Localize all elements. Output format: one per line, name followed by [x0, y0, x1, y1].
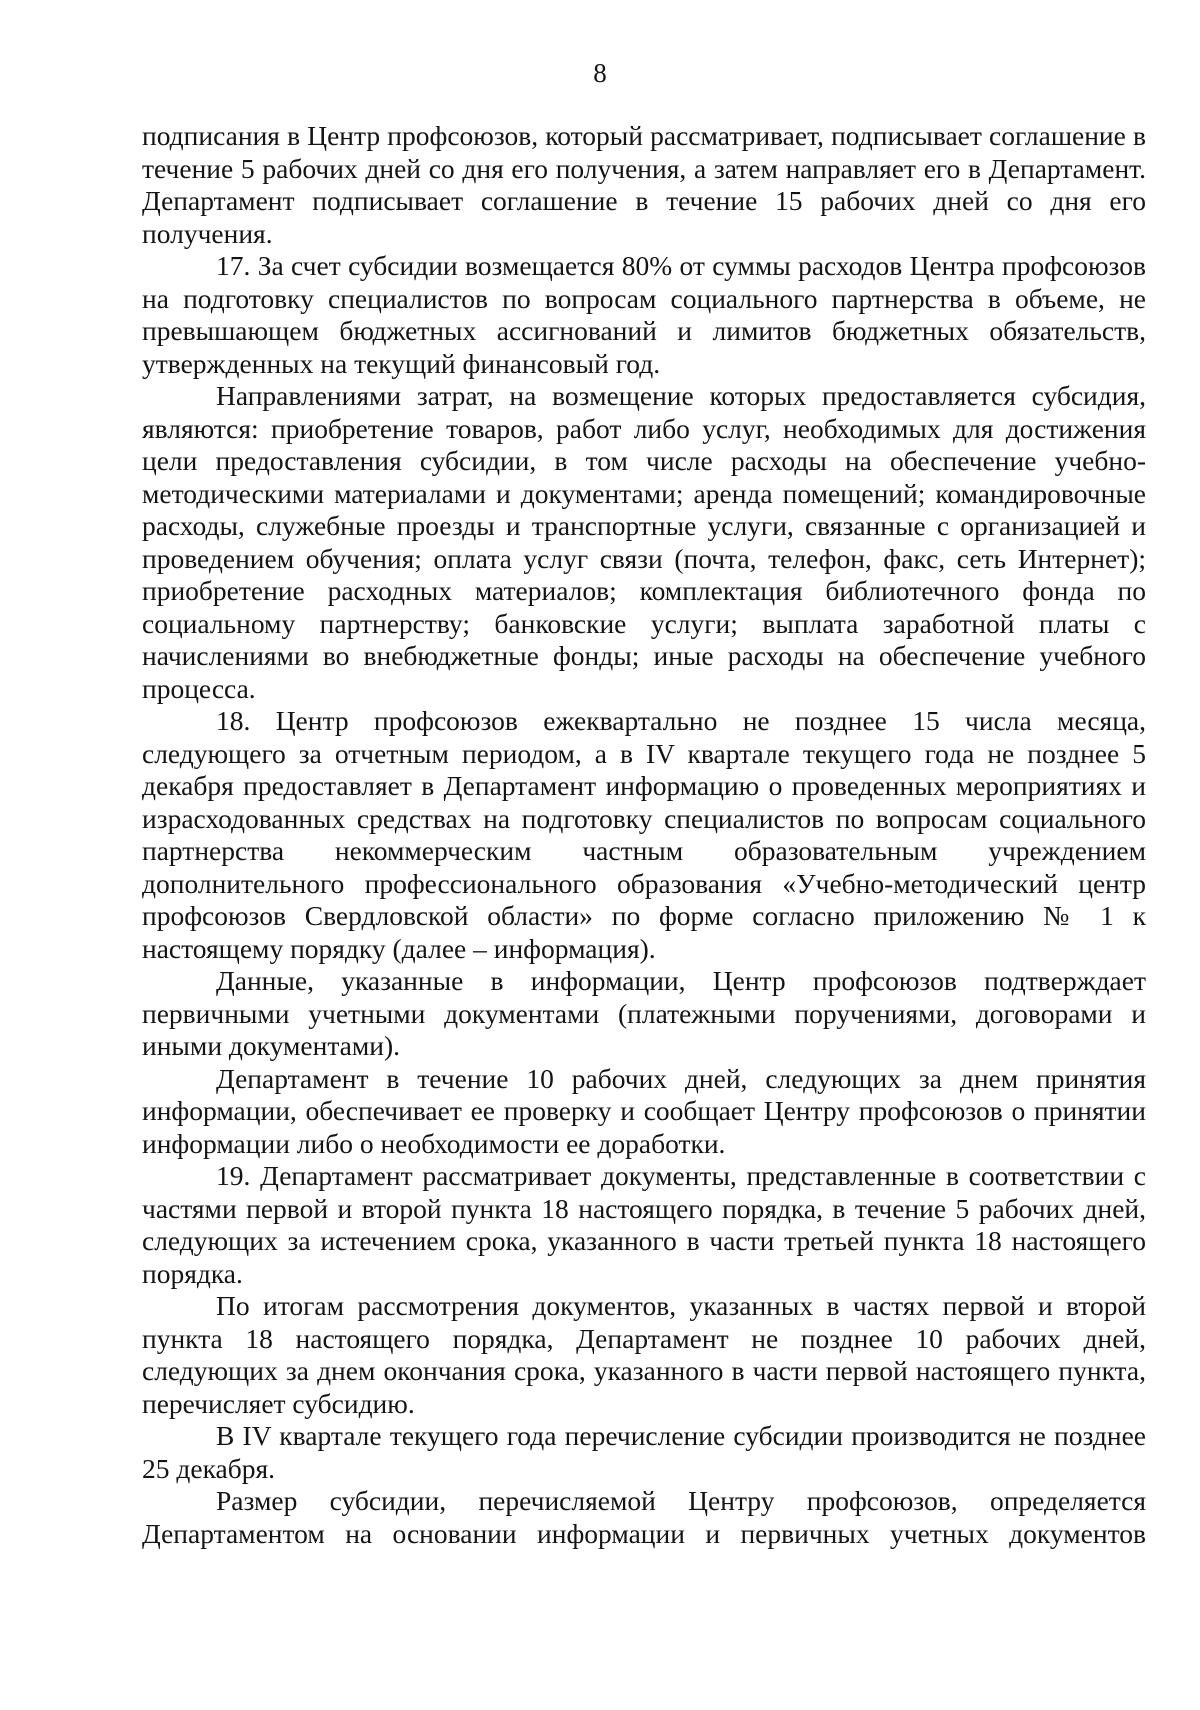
paragraph-continuation: подписания в Центр профсоюзов, который рассматривает, подписывает соглашение в течение 5 рабочих дней со дня его получения, а затем направляет его в Департамент. Департамент подписывает соглашение в течение 15 рабочих дней со дня его получения. [142, 120, 1146, 249]
document-body [142, 120, 1146, 1550]
paragraph-item-17: 17. За счет субсидии возмещается 80% от суммы расходов Центра профсоюзов на подготовку специалистов по вопросам социального партнерства в объеме, не превышающем бюджетных ассигнований и лимитов бюджетных обязательств, утвержденных на текущий финансовый год. [142, 250, 1146, 379]
paragraph-department-check: Департамент в течение 10 рабочих дней, следующих за днем принятия информации, обеспечивает ее проверку и сообщает Центру профсоюзов о принятии информации либо о необходимости ее доработки. [142, 1062, 1146, 1159]
paragraph-review-results: По итогам рассмотрения документов, указанных в частях первой и второй пункта 18 настоящего порядка, Департамент не позднее 10 рабочих дней, следующих за днем окончания срока, указанного в части первой настоящего пункта, перечисляет субсидию. [142, 1290, 1146, 1419]
paragraph-item-19: 19. Департамент рассматривает документы, представленные в соответствии с частями первой и второй пункта 18 настоящего порядка, в течение 5 рабочих дней, следующих за истечением срока, указанного в части третьей пункта 18 настоящего порядка. [142, 1160, 1146, 1289]
paragraph-expense-directions: Направлениями затрат, на возмещение которых предоставляется субсидия, являются: приобретение товаров, работ либо услуг, необходимых для достижения цели предоставления субсидии, в том числе расходы на обеспечение учебно-методическими материалами и документами; аренда помещений; командировочные расходы, служебные проезды и транспортные услуги, связанные с организацией и проведением обучения; оплата услуг связи (почта, телефон, факс, сеть Интернет); приобретение расходных материалов; комплектация библиотечного фонда по социальному партнерству; банковские услуги; выплата заработной платы с начислениями во внебюджетные фонды; иные расходы на обеспечение учебного процесса. [142, 380, 1146, 704]
paragraph-q4-transfer: В IV квартале текущего года перечисление субсидии производится не позднее 25 декабря. [142, 1420, 1146, 1484]
page-number: 8 [593, 58, 607, 88]
paragraph-subsidy-amount: Размер субсидии, перечисляемой Центру профсоюзов, определяется Департаментом на основании информации и первичных учетных документов [142, 1485, 1146, 1549]
paragraph-data-confirmation: Данные, указанные в информации, Центр профсоюзов подтверждает первичными учетными документами (платежными поручениями, договорами и иными документами). [142, 965, 1146, 1061]
paragraph-item-18: 18. Центр профсоюзов ежеквартально не позднее 15 числа месяца, следующего за отчетным периодом, а в IV квартале текущего года не позднее 5 декабря предоставляет в Департамент информацию о проведенных мероприятиях и израсходованных средствах на подготовку специалистов по вопросам социального партнерства некоммерческим частным образовательным учреждением дополнительного профессионального образования «Учебно-методический центр профсоюзов Свердловской области» по форме согласно приложению № 1 к настоящему порядку (далее – информация). [142, 705, 1146, 964]
